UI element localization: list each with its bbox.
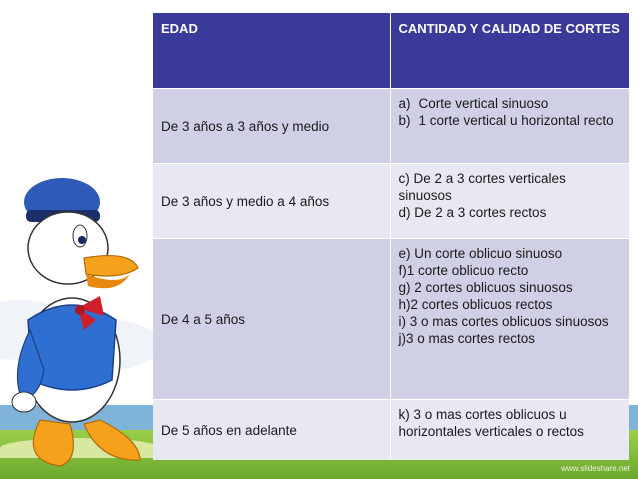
cut-item-text: d) De 2 a 3 cortes rectos (398, 205, 547, 220)
cut-item-marker: a) (398, 96, 411, 111)
cut-item (399, 95, 622, 112)
cut-item-text: h)2 cortes oblicuos rectos (398, 297, 553, 312)
cut-item-text: c) De 2 a 3 cortes verticales sinuosos (398, 171, 566, 203)
cuts-cell (390, 400, 629, 461)
age-cell: De 3 años a 3 años y medio (153, 89, 390, 164)
cut-item-marker: b) (398, 113, 411, 128)
age-cell: De 5 años en adelante (153, 400, 390, 461)
table-row (153, 400, 629, 461)
bow-tie (75, 305, 85, 315)
donald-duck-illustration (0, 170, 160, 479)
watermark: www.slideshare.net (561, 464, 630, 473)
cuts-cell (390, 164, 629, 239)
cut-item-text: e) Un corte oblicuo sinuoso (398, 246, 563, 261)
table-row (153, 89, 629, 164)
foot-right (84, 420, 140, 460)
table-row (153, 164, 629, 239)
cut-item-text: j)3 o mas cortes rectos (398, 331, 536, 346)
cut-item-text: i) 3 o mas cortes oblicuos sinuosos (398, 314, 609, 329)
cut-item-text: Corte vertical sinuoso (418, 96, 549, 111)
cut-item-text: f)1 corte oblicuo recto (398, 263, 529, 278)
cut-item (399, 112, 622, 129)
cut-item-text: 1 corte vertical u horizontal recto (418, 113, 614, 128)
age-cell: De 3 años y medio a 4 años (153, 164, 390, 239)
cuts-cell (390, 239, 629, 400)
age-cell: De 4 a 5 años (153, 239, 390, 400)
beak (84, 256, 138, 276)
cut-item-text: k) 3 o mas cortes oblicuos u horizontales verticales o rectos (398, 407, 584, 439)
header-age: EDAD (153, 13, 390, 89)
cut-item-text: g) 2 cortes oblicuos sinuosos (398, 280, 573, 295)
cuts-by-age-table (153, 13, 629, 460)
cuts-cell (390, 89, 629, 164)
table-row (153, 239, 629, 400)
header-cuts: CANTIDAD Y CALIDAD DE CORTES (390, 13, 629, 89)
cuts-table-container (153, 13, 629, 460)
table-header-row (153, 13, 629, 89)
foot-left (33, 420, 73, 466)
